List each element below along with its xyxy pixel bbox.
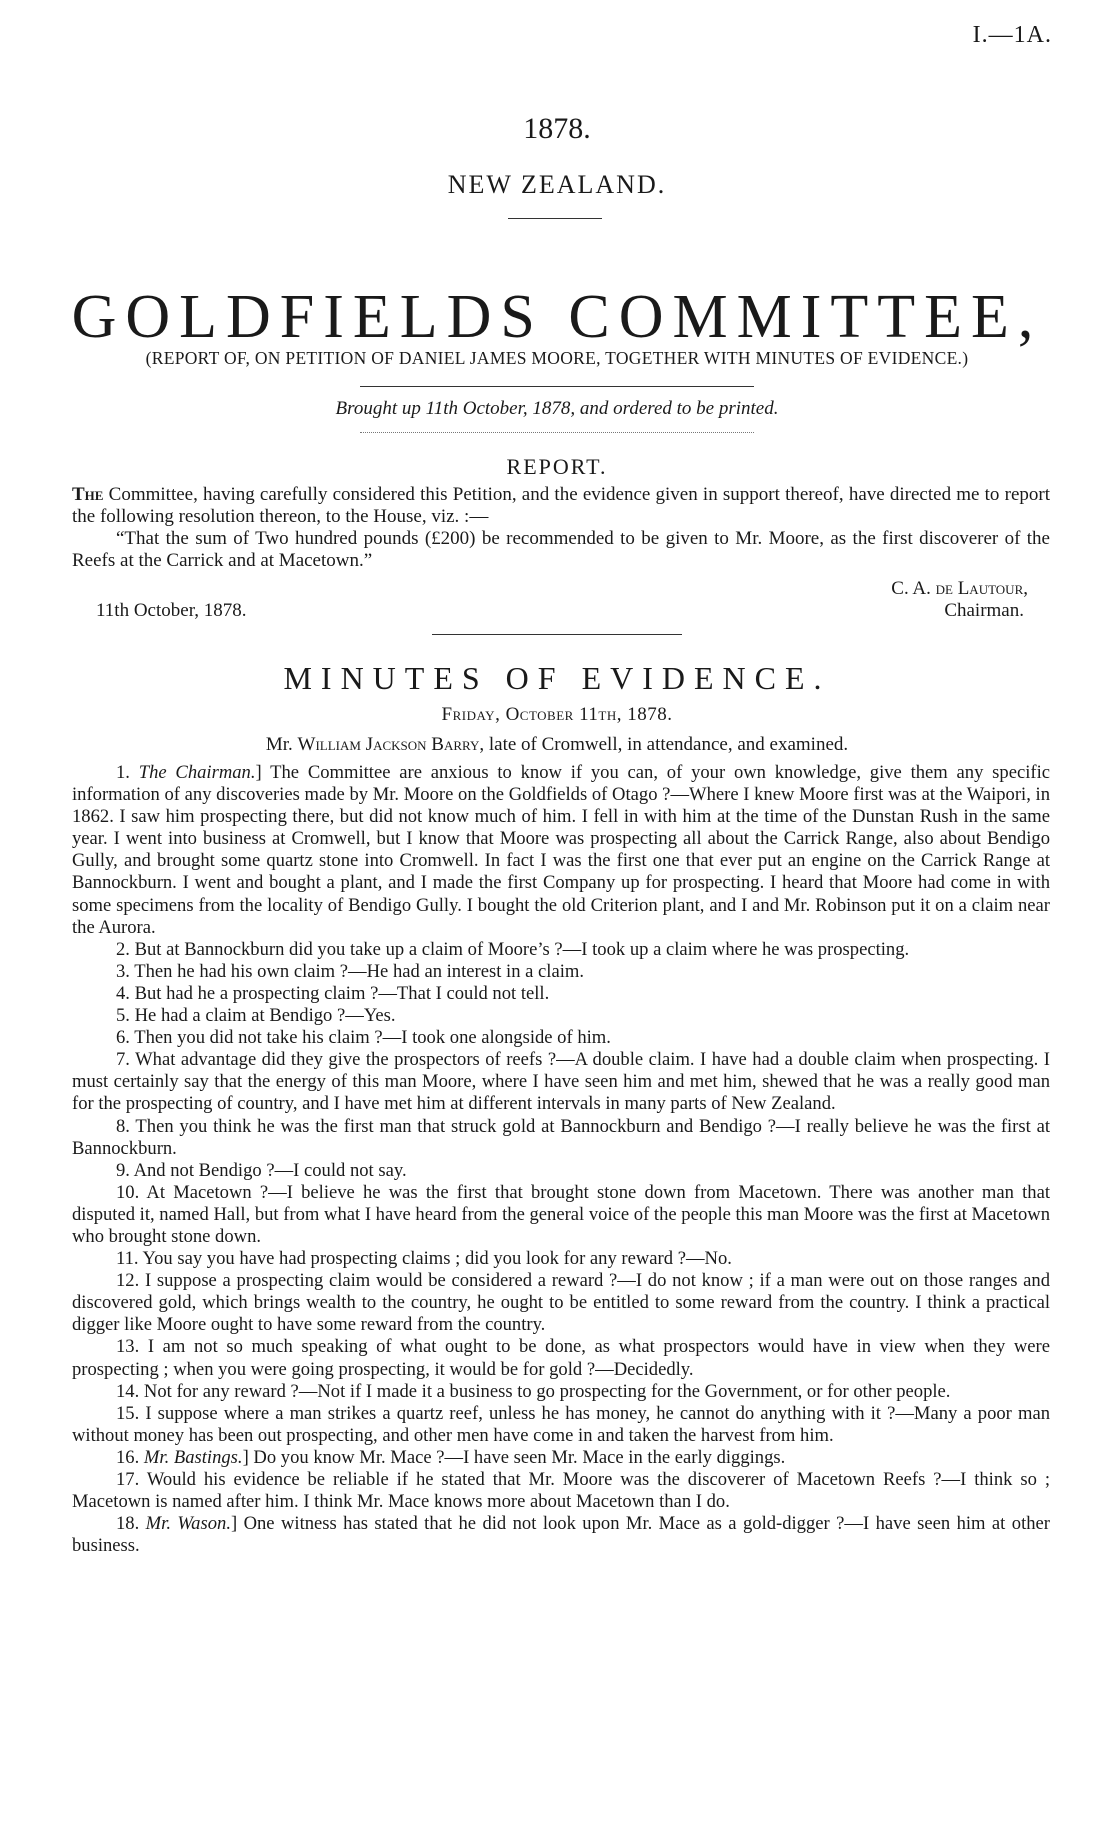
entry-number: 14. [116, 1380, 140, 1402]
divider [360, 432, 754, 433]
entry-text: What advantage did they give the prospectors of reefs ?—A double claim. I have had a double claim when prospecting. I must certainly say that the energy of this man Moore, where I have seen him and met him, shewed that he was a really good man for the prospecting of country, and I have met him at different intervals in many parts of New Zealand. [72, 1049, 1050, 1115]
report-heading: REPORT. [506, 454, 608, 479]
minutes-entry [72, 1336, 1050, 1380]
brought-up-note: Brought up 11th October, 1878, and ordered to be printed. [335, 398, 779, 419]
year: 1878. [523, 112, 591, 145]
entry-number: 13. [116, 1336, 140, 1358]
entry-speaker: Mr. Wason. [145, 1513, 231, 1535]
entry-number: 15. [116, 1402, 140, 1424]
entry-number: 9. [116, 1159, 130, 1181]
entry-number: 4. [116, 982, 130, 1004]
entry-text: Then you think he was the first man that struck gold at Bannockburn and Bendigo ?—I really believe he was the first at Bannockburn. [72, 1115, 1050, 1159]
minutes-entry [72, 1005, 1050, 1027]
witness-suffix: , late of Cromwell, in attendance, and examined. [479, 734, 849, 755]
report-date: 11th October, 1878. [96, 600, 247, 621]
paper-reference: I.—1A. [972, 22, 1052, 48]
report-body [72, 484, 1050, 572]
chairman-signature: C. A. de Lautour, [891, 578, 1028, 599]
entry-number: 16. [116, 1446, 140, 1468]
entry-number: 12. [116, 1270, 140, 1292]
entry-speaker: Mr. Bastings. [143, 1446, 243, 1468]
country: NEW ZEALAND. [447, 170, 667, 199]
entry-text: Not for any reward ?—Not if I made it a business to go prospecting for the Government, or for other people. [143, 1380, 951, 1402]
report-lead-word: The [72, 484, 104, 505]
entry-number: 7. [116, 1049, 130, 1071]
minutes-entry [72, 961, 1050, 983]
minutes-entry [72, 1469, 1050, 1513]
divider [360, 386, 754, 387]
entry-text: ] Do you know Mr. Mace ?—I have seen Mr. Mace in the early diggings. [242, 1446, 786, 1468]
entry-text: He had a claim at Bendigo ?—Yes. [134, 1005, 396, 1027]
entry-text: But had he a prospecting claim ?—That I could not tell. [134, 982, 550, 1004]
witness-line [0, 734, 1114, 756]
entry-number: 11. [116, 1248, 139, 1270]
document-title: GOLDFIELDS COMMITTEE, [71, 283, 1043, 351]
entry-text: Would his evidence be reliable if he stated that Mr. Moore was the discoverer of Macetown Reefs ?—I think so ; Macetown is named after him. I think Mr. Mace knows more about Macetown than I do. [72, 1469, 1050, 1513]
witness-prefix: Mr. [265, 734, 298, 755]
minutes-entry [72, 1513, 1050, 1557]
chairman-title: Chairman. [944, 600, 1024, 621]
report-resolution: “That the sum of Two hundred pounds (£200) be recommended to be given to Mr. Moore, as the first discoverer of the Reefs at the Carrick and at Macetown.” [72, 528, 1050, 571]
report-text: Committee, having carefully considered this Petition, and the evidence given in support thereof, have directed me to report the following resolution thereon, to the House, viz. :— [72, 484, 1050, 527]
entry-text: I suppose where a man strikes a quartz reef, unless he has money, he cannot do anything with it ?—Many a poor man without money has been out prospecting, and other men have come in and taken the harvest from him. [72, 1402, 1050, 1446]
entry-text: You say you have had prospecting claims ; did you look for any reward ?—No. [142, 1248, 732, 1270]
minutes-entries [72, 762, 1050, 1557]
entry-number: 8. [116, 1115, 130, 1137]
minutes-entry [72, 1403, 1050, 1447]
minutes-entry [72, 1027, 1050, 1049]
entry-text: I suppose a prospecting claim would be considered a reward ?—I do not know ; if a man were out on those ranges and discovered gold, which brings wealth to the country, he ought to be entitled to some reward from the country. I think a practical digger like Moore ought to have some reward from the country. [72, 1270, 1050, 1336]
entry-number: 17. [116, 1469, 140, 1490]
minutes-entry [72, 1049, 1050, 1115]
entry-number: 6. [116, 1027, 130, 1049]
entry-number: 10. [116, 1181, 140, 1203]
entry-text: At Macetown ?—I believe he was the first that brought stone down from Macetown. There was another man that disputed it, named Hall, but from what I have heard from the general voice of the people this man Moore was the first at Macetown who brought stone down. [72, 1181, 1050, 1247]
entry-text: But at Bannockburn did you take up a claim of Moore’s ?—I took up a claim where he was prospecting. [134, 938, 910, 960]
entry-number: 3. [116, 960, 130, 982]
minutes-entry [72, 1116, 1050, 1160]
divider [432, 634, 682, 635]
minutes-heading: MINUTES OF EVIDENCE. [283, 660, 831, 696]
entry-text: Then you did not take his claim ?—I took one alongside of him. [134, 1027, 611, 1049]
minutes-entry [72, 1447, 1050, 1469]
sitting-date: Friday, October 11th, 1878. [441, 704, 673, 725]
entry-speaker: The Chairman. [138, 762, 256, 783]
entry-text: ] One witness has stated that he did not look upon Mr. Mace as a gold-digger ?—I have seen him at other business. [72, 1513, 1050, 1557]
entry-number: 18. [116, 1513, 140, 1535]
minutes-entry [72, 1381, 1050, 1403]
entry-number: 1. [116, 762, 130, 783]
minutes-entry [72, 1270, 1050, 1336]
entry-number: 2. [116, 938, 130, 960]
minutes-entry [72, 1248, 1050, 1270]
minutes-entry [72, 939, 1050, 961]
report-paragraph [72, 484, 1050, 528]
minutes-entry [72, 1160, 1050, 1182]
entry-number: 5. [116, 1005, 130, 1027]
entry-text: ] The Committee are anxious to know if you can, of your own knowledge, give them any specific information of any discoveries made by Mr. Moore on the Goldfields of Otago ?—Where I knew Moore first was at the Waipori, in 1862. I saw him prospecting there, but did not know much of him. I fell in with him at the time of the Dunstan Rush in the same year. I went into business at Cromwell, but I know that Moore was prospecting all about the Carrick Range, also about Bendigo Gully, and brought some quartz stone into Cromwell. In fact I was the first one that ever put an engine on the Carrick Range at Bannockburn. I went and bought a plant, and I made the first Company up for prospecting. I heard that Moore had come in with some specimens from the locality of Bendigo Gully. I bought the old Criterion plant, and I and Mr. Robinson put it on a claim near the Aurora. [72, 762, 1050, 938]
entry-text: Then he had his own claim ?—He had an interest in a claim. [134, 960, 584, 982]
entry-text: And not Bendigo ?—I could not say. [133, 1159, 407, 1181]
entry-text: I am not so much speaking of what ought to be done, as what prospectors would have in view when they were prospecting ; when you were going prospecting, it would be for gold ?—Decidedly. [72, 1336, 1050, 1380]
document-subtitle: (REPORT OF, ON PETITION OF DANIEL JAMES MOORE, TOGETHER WITH MINUTES OF EVIDENCE.) [145, 348, 969, 368]
minutes-entry [72, 1182, 1050, 1248]
minutes-entry [72, 983, 1050, 1005]
witness-name: William Jackson Barry [297, 734, 480, 755]
divider [508, 218, 602, 219]
minutes-entry [72, 762, 1050, 939]
